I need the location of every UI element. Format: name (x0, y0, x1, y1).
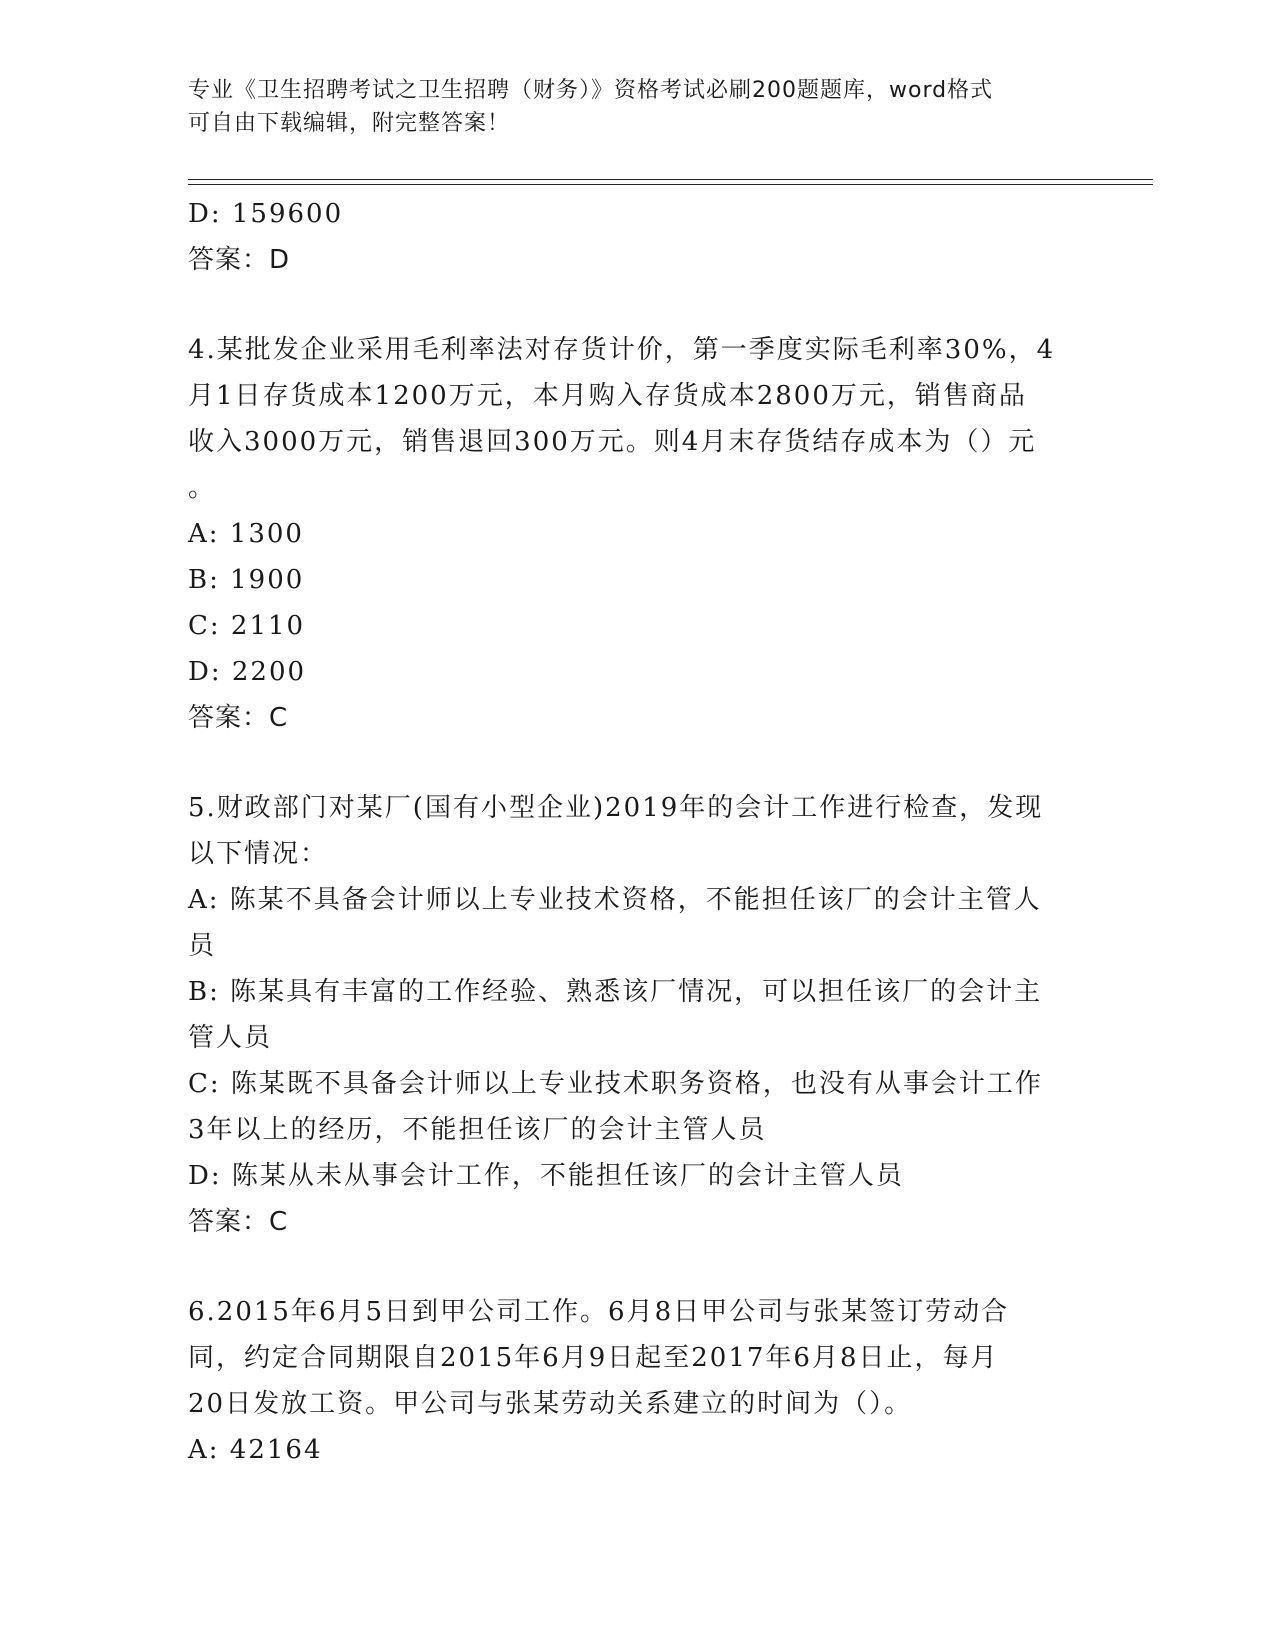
question-4-stem-line: 。 (188, 473, 217, 503)
question-5-option-a-cont: 员 (188, 931, 217, 961)
question-6-stem-line: 6.2015年6月5日到甲公司工作。6月8日甲公司与张某签订劳动合 (188, 1297, 1010, 1327)
header-title-line-1: 专业《卫生招聘考试之卫生招聘（财务）》资格考试必刷200题题库，word格式 (188, 78, 994, 103)
question-5-block (188, 785, 1068, 1245)
question-5-stem-line: 5.财政部门对某厂(国有小型企业)2019年的会计工作进行检查，发现 (188, 793, 1044, 823)
question-4-option-a: A: 1300 (188, 519, 304, 549)
header-title-line-2: 可自由下载编辑，附完整答案！ (188, 111, 511, 136)
header-divider-top (188, 179, 1153, 180)
question-5-option-b-cont: 管人员 (188, 1023, 273, 1053)
spacer (188, 1245, 1068, 1289)
spacer (188, 283, 1068, 327)
question-4-stem-line: 月1日存货成本1200万元，本月购入存货成本2800万元，销售商品 (188, 381, 1027, 411)
question-6-stem-line: 20日发放工资。甲公司与张某劳动关系建立的时间为（）。 (188, 1389, 913, 1419)
question-6-block (188, 1289, 1068, 1473)
question-5-option-b: B: 陈某具有丰富的工作经验、熟悉该厂情况，可以担任该厂的会计主 (188, 977, 1043, 1007)
question-4-answer: 答案：C (188, 703, 289, 733)
document-header (188, 74, 1068, 140)
spacer (188, 741, 1068, 785)
question-5-stem-line: 以下情况： (188, 839, 329, 869)
question-5-option-d: D: 陈某从未从事会计工作，不能担任该厂的会计主管人员 (188, 1161, 904, 1191)
question-6-option-a: A: 42164 (188, 1435, 323, 1465)
question-3-option-d: D: 159600 (188, 199, 344, 229)
question-4-option-b: B: 1900 (188, 565, 305, 595)
question-5-option-c-cont: 3年以上的经历，不能担任该厂的会计主管人员 (188, 1115, 767, 1145)
question-5-option-a: A: 陈某不具备会计师以上专业技术资格，不能担任该厂的会计主管人 (188, 885, 1042, 915)
question-6-stem-line: 同，约定合同期限自2015年6月9日起至2017年6月8日止，每月 (188, 1343, 999, 1373)
question-content (188, 191, 1068, 1473)
header-divider-bottom (188, 184, 1153, 185)
question-3-answer: 答案：D (188, 245, 291, 275)
question-4-block (188, 327, 1068, 741)
question-4-stem-line: 收入3000万元，销售退回300万元。则4月末存货结存成本为（）元 (188, 427, 1037, 457)
question-3-block (188, 191, 1068, 283)
question-4-option-d: D: 2200 (188, 657, 307, 687)
question-5-option-c: C: 陈某既不具备会计师以上专业技术职务资格，也没有从事会计工作 (188, 1069, 1043, 1099)
question-4-stem-line: 4.某批发企业采用毛利率法对存货计价，第一季度实际毛利率30%，4 (188, 335, 1056, 365)
question-5-answer: 答案：C (188, 1207, 289, 1237)
question-4-option-c: C: 2110 (188, 611, 306, 641)
